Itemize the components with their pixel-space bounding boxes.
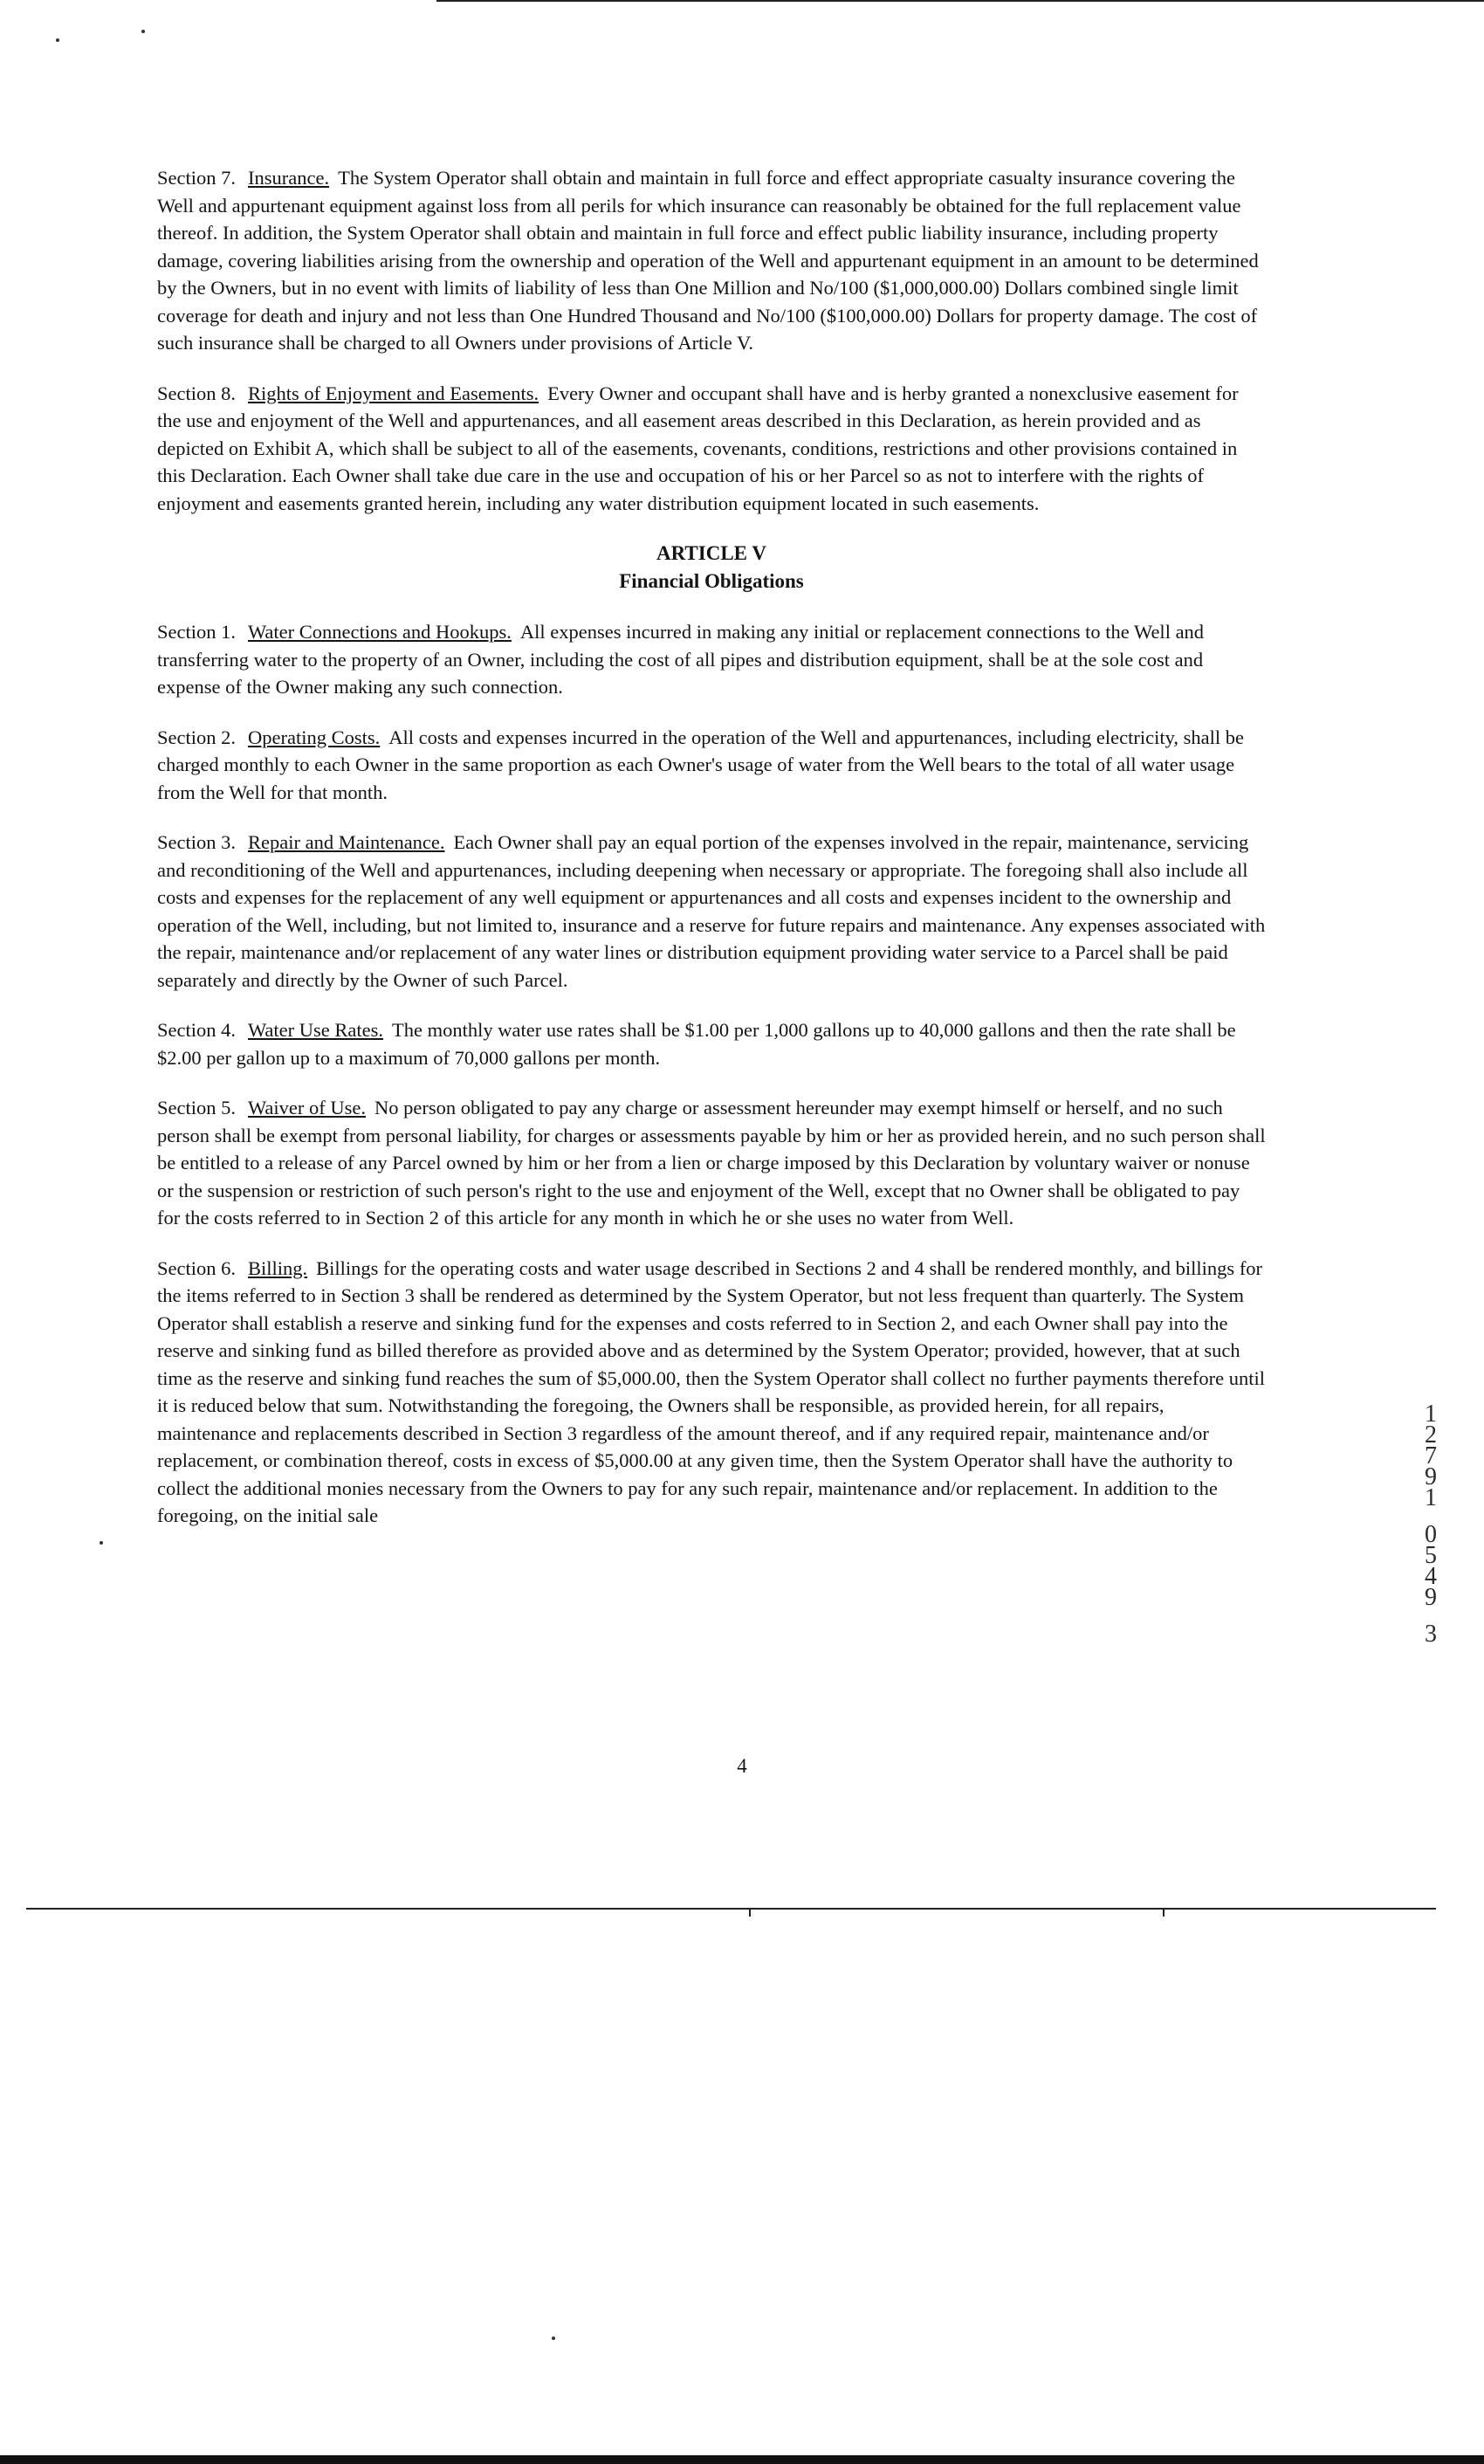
scan-speck (141, 30, 145, 33)
recording-digit: 0 (1425, 1521, 1437, 1548)
recording-digit: 9 (1425, 1463, 1437, 1490)
section-number: Section 6. (157, 1256, 236, 1279)
section-text: All expenses incurred in making any initial or replacement connections to the Well and transferring water to the property of an Owner, including the cost of all pipes and distribution equipment, shall be at the sole cost and expense of the Owner making any such connection. (157, 621, 1205, 698)
section-number: Section 8. (157, 382, 236, 404)
article-subheading: Financial Obligations (619, 570, 804, 592)
recording-digit: 1 (1425, 1484, 1437, 1511)
recording-digit: 5 (1425, 1542, 1437, 1569)
section-text: The System Operator shall obtain and maintain in full force and effect appropriate casualty insurance covering the Well and appurtenant equipment against loss from all perils for which insurance can reasonably be obtained for the full replacement value thereof. In addition, the System Operator shall obtain and maintain in full force and effect public liability insurance, including property damage, covering liabilities arising from the ownership and operation of the Well and appurtenant equipment in an amount to be determined by the Owners, but in no event with limits of liability of less than One Million and No/100 ($1,000,000.00) Dollars combined single limit coverage for death and injury and not less than One Hundred Thousand and No/100 ($100,000.00) Dollars for property damage. The cost of such insurance shall be charged to all Owners under provisions of Article V. (157, 167, 1259, 354)
section-title: Water Use Rates. (248, 1019, 384, 1041)
section-number: Section 1. (157, 621, 236, 643)
section-title: Water Connections and Hookups. (248, 621, 512, 643)
rule-tick (1163, 1908, 1165, 1917)
article-v-section-3 (157, 829, 1266, 994)
rule-tick (749, 1908, 751, 1917)
recording-digit: 3 (1425, 1621, 1437, 1648)
recording-digit: 2 (1425, 1421, 1437, 1449)
section-8 (157, 380, 1266, 518)
section-text: Billings for the operating costs and water usage described in Sections 2 and 4 shall be rendered monthly, and billings for the items referred to in Section 3 shall be rendered as determined by the System Operator, but not less frequent than quarterly. The System Operator shall establish a reserve and sinking fund for the expenses and costs referred to in Section 2, and each Owner shall pay into the reserve and sinking fund as billed therefore as provided above and as determined by the System Operator; provided, however, that at such time as the reserve and sinking fund reaches the sum of $5,000.00, then the System Operator shall collect no further payments therefore until it is reduced below that sum. Notwithstanding the foregoing, the Owners shall be responsible, as provided herein, for all repairs, maintenance and replacements described in Section 3 regardless of the amount thereof, and if any required repair, maintenance and/or replacement, or combination thereof, costs in excess of $5,000.00 at any given time, then the System Operator shall have the authority to collect the additional monies necessary from the Owners to pay for any such repair, maintenance and/or replacement. In addition to the foregoing, on the initial sale (157, 1256, 1266, 1526)
section-text: No person obligated to pay any charge or assessment hereunder may exempt himself or herself, and no such person shall be exempt from personal liability, for charges or assessments payable by him or her as provided herein, and no such person shall be entitled to a release of any Parcel owned by him or her from a lien or charge imposed by this Declaration by voluntary waiver or nonuse or the suspension or restriction of such person's right to the use and enjoyment of the Well, except that no Owner shall be obligated to pay for the costs referred to in Section 2 of this article for any month in which he or she uses no water from Well. (157, 1097, 1266, 1229)
recording-digit: 7 (1425, 1442, 1437, 1469)
top-edge-rule (436, 0, 1484, 2)
bottom-edge-rule (26, 1908, 1436, 1910)
article-v-section-4 (157, 1016, 1266, 1071)
scan-speck (552, 2337, 555, 2340)
section-title: Repair and Maintenance. (248, 831, 445, 853)
section-number: Section 4. (157, 1019, 236, 1041)
section-7 (157, 164, 1266, 357)
article-v-section-1 (157, 618, 1266, 701)
section-title: Insurance. (248, 167, 330, 189)
scan-bottom-edge (0, 2455, 1484, 2464)
section-title: Waiver of Use. (248, 1097, 367, 1118)
section-text: The monthly water use rates shall be $1.00 per 1,000 gallons up to 40,000 gallons and then the rate shall be $2.00 per gallon up to a maximum of 70,000 gallons per month. (157, 1019, 1236, 1069)
scan-speck (56, 38, 59, 42)
recording-digit: 4 (1425, 1563, 1437, 1590)
article-v-section-5 (157, 1094, 1266, 1232)
section-title: Operating Costs. (248, 726, 381, 748)
article-heading: ARTICLE V (656, 542, 766, 564)
article-v-section-2 (157, 724, 1266, 807)
section-text: Each Owner shall pay an equal portion of the expenses involved in the repair, maintenance, servicing and reconditioning of the Well and appurtenances, including deepening when necessary or appropriate. The foregoing shall also include all costs and expenses for the replacement of any well equipment or appurtenances and all costs and expenses incident to the ownership and operation of the Well, including, but not limited to, insurance and a reserve for future repairs and maintenance. Any expenses associated with the repair, maintenance and/or replacement of any water lines or distribution equipment providing water service to a Parcel shall be paid separately and directly by the Owner of such Parcel. (157, 831, 1266, 991)
article-v-section-6 (157, 1255, 1266, 1530)
section-number: Section 2. (157, 726, 236, 748)
scan-speck (100, 1541, 103, 1545)
recording-digit: 1 (1425, 1401, 1437, 1428)
section-number: Section 7. (157, 167, 236, 189)
section-number: Section 3. (157, 831, 236, 853)
recording-stamp-number (1416, 1401, 1446, 1648)
document-body (157, 164, 1266, 1530)
section-text: All costs and expenses incurred in the operation of the Well and appurtenances, including electricity, shall be charged monthly to each Owner in the same proportion as each Owner's usage of water from the Well bears to the total of all water usage from the Well for that month. (157, 726, 1244, 803)
section-title: Rights of Enjoyment and Easements. (248, 382, 539, 404)
section-number: Section 5. (157, 1097, 236, 1118)
section-text: Every Owner and occupant shall have and is herby granted a nonexclusive easement for the use and enjoyment of the Well and appurtenances, and all easement areas described in this Declaration, as herein provided and as depicted on Exhibit A, which shall be subject to all of the easements, covenants, conditions, restrictions and other provisions contained in this Declaration. Each Owner shall take due care in the use and occupation of his or her Parcel so as not to interfere with the rights of enjoyment and easements granted herein, including any water distribution equipment located in such easements. (157, 382, 1239, 514)
recording-digit: 9 (1425, 1584, 1437, 1611)
section-title: Billing. (248, 1256, 308, 1279)
page-number: 4 (737, 1755, 747, 1777)
